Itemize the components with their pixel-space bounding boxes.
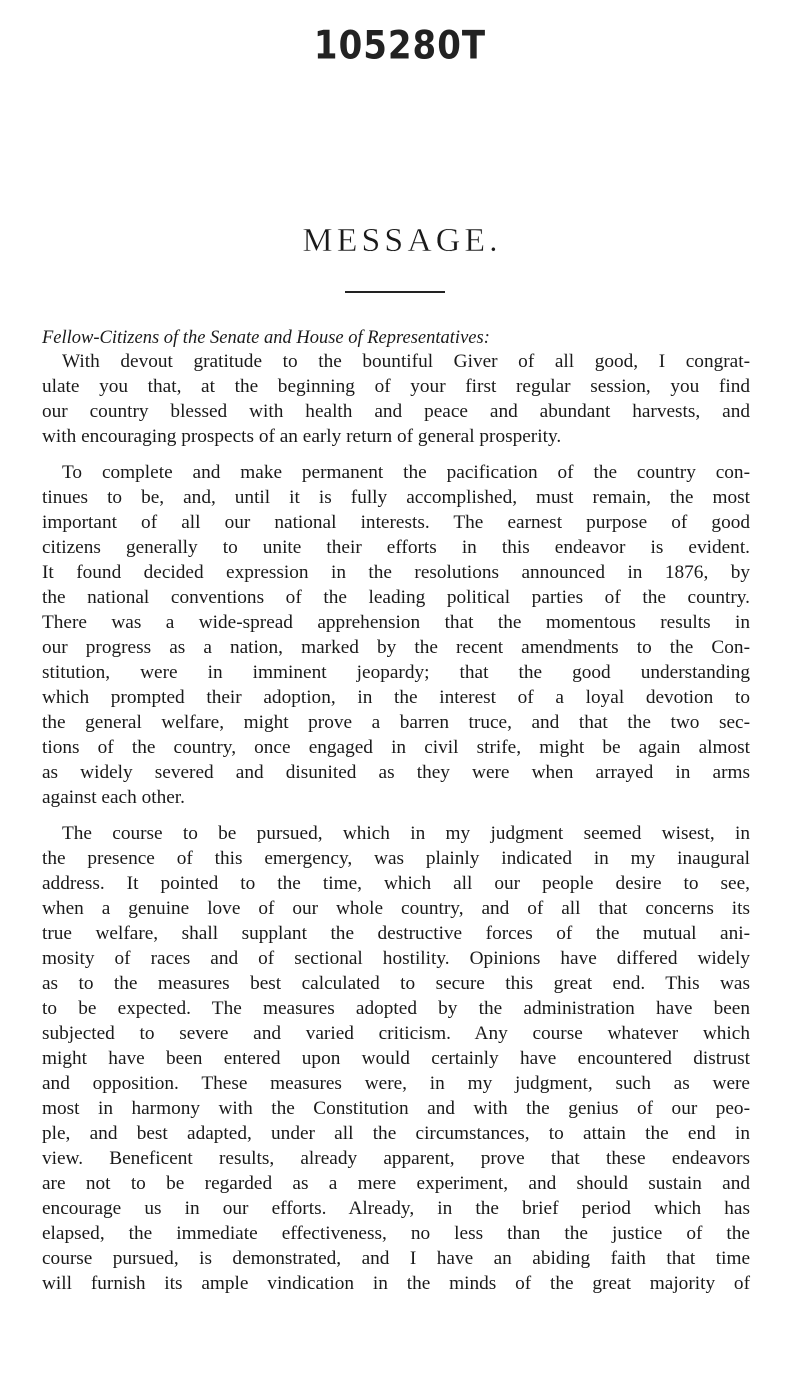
- text-line-35: elapsed, the immediate effectiveness, no less than the justice of the: [42, 1223, 750, 1244]
- text-line-11: There was a wide-spread apprehension that the momentous results in: [42, 612, 750, 633]
- text-line-12: our progress as a nation, marked by the recent amendments to the Con-: [42, 637, 750, 658]
- text-line-17: as widely severed and disunited as they were when arrayed in arms: [42, 762, 750, 783]
- text-line-8: citizens generally to unite their efforts in this endeavor is evident.: [42, 537, 750, 558]
- text-line-29: and opposition. These measures were, in my judgment, such as were: [42, 1073, 750, 1094]
- text-line-15: the general welfare, might prove a barren truce, and that the two sec-: [42, 712, 750, 733]
- text-line-13: stitution, were in imminent jeopardy; that the good understanding: [42, 662, 750, 683]
- text-line-33: are not to be regarded as a mere experiment, and should sustain and: [42, 1173, 750, 1194]
- text-line-32: view. Beneficent results, already apparent, prove that these endeavors: [42, 1148, 750, 1169]
- text-line-10: the national conventions of the leading political parties of the country.: [42, 587, 750, 608]
- text-line-20: the presence of this emergency, was plainly indicated in my inaugural: [42, 848, 750, 869]
- text-line-7: important of all our national interests. The earnest purpose of good: [42, 512, 750, 533]
- text-line-18: against each other.: [42, 787, 185, 808]
- text-line-9: It found decided expression in the resolutions announced in 1876, by: [42, 562, 750, 583]
- text-line-28: might have been entered upon would certainly have encountered distrust: [42, 1048, 750, 1069]
- text-line-27: subjected to severe and varied criticism. Any course whatever which: [42, 1023, 750, 1044]
- text-line-31: ple, and best adapted, under all the circumstances, to attain the end in: [42, 1123, 750, 1144]
- text-line-24: mosity of races and of sectional hostility. Opinions have differed widely: [42, 948, 750, 969]
- text-line-6: tinues to be, and, until it is fully accomplished, must remain, the most: [42, 487, 750, 508]
- text-line-5: To complete and make permanent the pacification of the country con-: [62, 462, 750, 483]
- text-line-25: as to the measures best calculated to secure this great end. This was: [42, 973, 750, 994]
- page-title: MESSAGE.: [302, 222, 502, 259]
- text-line-2: ulate you that, at the beginning of your first regular session, you find: [42, 376, 750, 397]
- text-line-19: The course to be pursued, which in my judgment seemed wisest, in: [62, 823, 750, 844]
- text-line-3: our country blessed with health and peace and abundant harvests, and: [42, 401, 750, 422]
- text-line-16: tions of the country, once engaged in civil strife, might be again almost: [42, 737, 750, 758]
- text-line-34: encourage us in our efforts. Already, in the brief period which has: [42, 1198, 750, 1219]
- catalog-stamp-number: 105280T: [313, 23, 487, 69]
- title-divider: [345, 291, 445, 293]
- text-line-26: to be expected. The measures adopted by the administration have been: [42, 998, 750, 1019]
- text-line-21: address. It pointed to the time, which all our people desire to see,: [42, 873, 750, 894]
- text-line-37: will furnish its ample vindication in the minds of the great majority of: [42, 1273, 750, 1294]
- text-line-36: course pursued, is demonstrated, and I have an abiding faith that time: [42, 1248, 750, 1269]
- text-line-23: true welfare, shall supplant the destructive forces of the mutual ani-: [42, 923, 750, 944]
- text-line-14: which prompted their adoption, in the interest of a loyal devotion to: [42, 687, 750, 708]
- text-line-30: most in harmony with the Constitution and with the genius of our peo-: [42, 1098, 750, 1119]
- text-line-22: when a genuine love of our whole country, and of all that concerns its: [42, 898, 750, 919]
- text-line-1: With devout gratitude to the bountiful Giver of all good, I congrat-: [62, 351, 750, 372]
- salutation: Fellow-Citizens of the Senate and House of Representatives:: [42, 328, 490, 348]
- text-line-4: with encouraging prospects of an early return of general prosperity.: [42, 426, 562, 447]
